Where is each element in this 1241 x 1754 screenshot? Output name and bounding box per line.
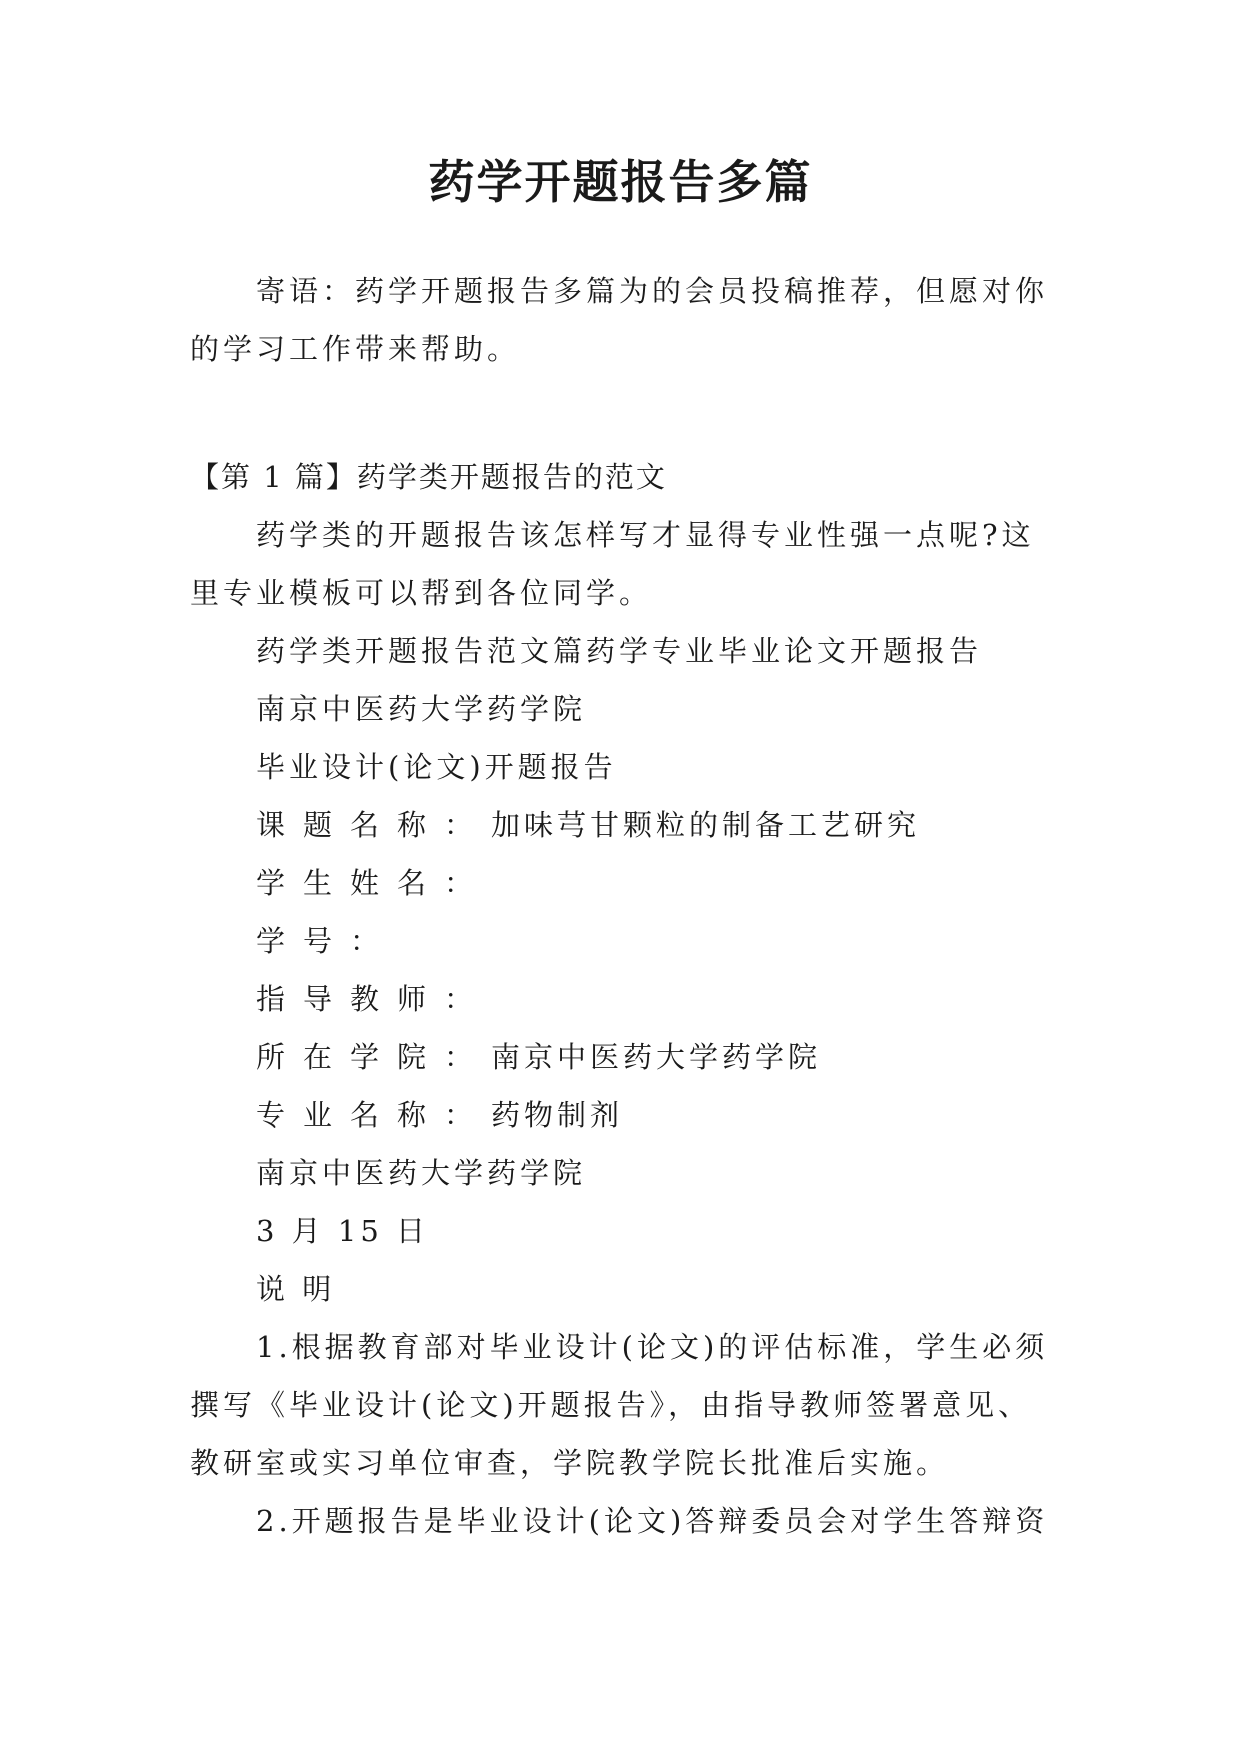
note-item: 2.开题报告是毕业设计(论文)答辩委员会对学生答辩资: [256, 1504, 1049, 1538]
field-label: 所在学院：: [256, 1040, 492, 1074]
field-major: [190, 1086, 1060, 1144]
field-student-name: [190, 854, 1060, 912]
field-label: 学号：: [256, 924, 398, 958]
field-value: 南京中医药大学药学院: [491, 1040, 822, 1074]
document-title: 药学开题报告多篇: [428, 155, 813, 209]
field-topic: [190, 796, 1060, 854]
field-label: 指导教师：: [256, 982, 492, 1016]
report-title-line: 药学类开题报告范文篇药学专业毕业论文开题报告: [256, 634, 983, 668]
spacer: [190, 378, 1060, 448]
report-type-line: 毕业设计(论文)开题报告: [256, 750, 617, 784]
field-value: 药物制剂: [491, 1098, 624, 1132]
school-line: 南京中医药大学药学院: [256, 692, 587, 726]
intro-paragraph: 寄语：药学开题报告多篇为的会员投稿推荐，但愿对你的学习工作带来帮助。: [190, 274, 1049, 366]
field-college: [190, 1028, 1060, 1086]
document-body: [190, 262, 1060, 1550]
field-advisor: [190, 970, 1060, 1028]
lead-paragraph: 药学类的开题报告该怎样写才显得专业性强一点呢?这里专业模板可以帮到各位同学。: [190, 518, 1035, 610]
section-heading: 【第 1 篇】药学类开题报告的范文: [190, 460, 667, 494]
notes-title: 说 明: [256, 1272, 336, 1306]
field-student-id: [190, 912, 1060, 970]
field-value: 加味芎甘颗粒的制备工艺研究: [491, 808, 921, 842]
field-label: 专业名称：: [256, 1098, 492, 1132]
date-line: 3 月 15 日: [256, 1214, 430, 1248]
field-label: 学生姓名：: [256, 866, 492, 900]
note-item: 1.根据教育部对毕业设计(论文)的评估标准，学生必须撰写《毕业设计(论文)开题报告》，由指导教师签署意见、教研室或实习单位审查，学院教学院长批准后实施。: [190, 1330, 1049, 1480]
school-signature-line: 南京中医药大学药学院: [256, 1156, 587, 1190]
field-label: 课题名称：: [256, 808, 492, 842]
